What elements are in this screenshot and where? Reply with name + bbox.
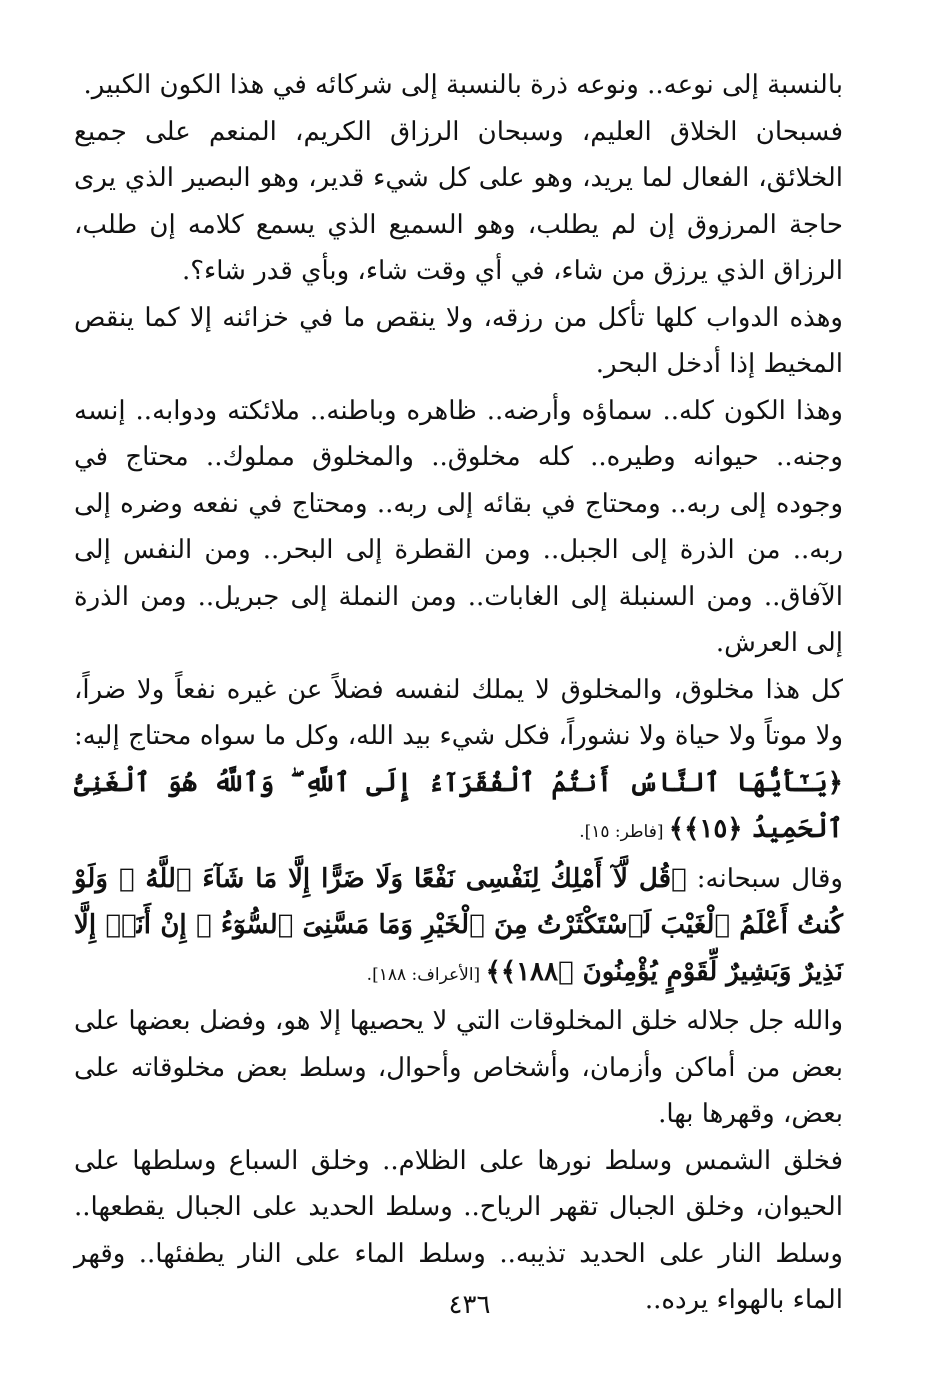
paragraph-2: فسبحان الخلاق العليم، وسبحان الرزاق الكريم، المنعم على جميع الخلائق، الفعال لما يريد، وهو على كل شيء قدير، وهو البصير الذي يرى حاجة المرزوق إن لم يطلب، وهو السميع الذي يسمع كلامه إن طلب، الرزاق الذي يرزق من شاء، في أي وقت شاء، وبأي قدر شاء؟. [74, 116, 843, 286]
paragraph-5: والله جل جلاله خلق المخلوقات التي لا يحصيها إلا هو، وفضل بعضها على بعض من أماكن وأزمان، وأشخاص وأحوال، وسلط بعض مخلوقاته على بعض، وقهرها بها. [74, 1006, 843, 1129]
page-body [74, 62, 843, 1324]
paragraph-quote-araf [74, 856, 843, 999]
verse-reference-araf: [الأعراف: ١٨٨]. [366, 964, 486, 985]
verse-reference-fatir: [فاطر: ١٥]. [579, 822, 669, 842]
page-number: ٤٣٦ [448, 1290, 491, 1320]
paragraph-6: فخلق الشمس وسلط نورها على الظلام.. وخلق السباع وسلطها على الحيوان، وخلق الجبال تقهر الرياح.. وسلط الحديد على الجبال يقطعها.. وسلط النار على الحديد تذيبه.. وسلط الماء على النار يطفئها.. وقهر الماء بالهواء يرده.. [74, 1145, 843, 1315]
quran-verse-fatir: ﴿يَـٰٓأَيُّهَا ٱلنَّاسُ أَنتُمُ ٱلْفُقَرَآءُ إِلَى ٱللَّهِ ۖ وَٱللَّهُ هُوَ ٱلْغَنِىُّ ٱلْحَمِيدُ ﴿١٥﴾﴾ [74, 767, 843, 844]
quote-araf-intro: وقال سبحانه: [686, 863, 843, 894]
paragraph-3: وهذه الدواب كلها تأكل من رزقه، ولا ينقص ما في خزائنه إلا كما ينقص المخيط إذا أدخل البحر. [74, 302, 843, 379]
quote-fatir-intro: كل هذا مخلوق، والمخلوق لا يملك لنفسه فضلاً عن غيره نفعاً ولا ضراً، ولا موتاً ولا حياة ولا نشوراً، فكل شيء بيد الله، وكل ما سواه محتاج إليه: [74, 674, 843, 751]
quran-verse-araf: ﴿قُل لَّآ أَمْلِكُ لِنَفْسِى نَفْعًا وَلَا ضَرًّا إِلَّا مَا شَآءَ ٱللَّهُ ۚ وَلَوْ كُنتُ أَعْلَمُ ٱلْغَيْبَ لَٱسْتَكْثَرْتُ مِنَ ٱلْخَيْرِ وَمَا مَسَّنِىَ ٱلسُّوٓءُ ۚ إِنْ أَنَا۠ إِلَّا نَذِيرٌ وَبَشِيرٌ لِّقَوْمٍ يُؤْمِنُونَ ﴿١٨٨﴾﴾ [74, 863, 843, 987]
paragraph-1: بالنسبة إلى نوعه.. ونوعه ذرة بالنسبة إلى شركائه في هذا الكون الكبير. [83, 70, 843, 100]
paragraph-4: وهذا الكون كله.. سماؤه وأرضه.. ظاهره وباطنه.. ملائكته ودوابه.. إنسه وجنه.. حيوانه وطيره.. كله مخلوق.. والمخلوق مملوك.. محتاج في وجوده إلى ربه.. ومحتاج في بقائه إلى ربه.. ومحتاج في نفعه وضره إلى ربه.. من الذرة إلى الجبل.. ومن القطرة إلى البحر.. ومن النفس إلى الآفاق.. ومن السنبلة إلى الغابات.. ومن النملة إلى جبريل.. ومن الذرة إلى العرش. [74, 395, 843, 658]
paragraph-quote-fatir [74, 667, 843, 856]
